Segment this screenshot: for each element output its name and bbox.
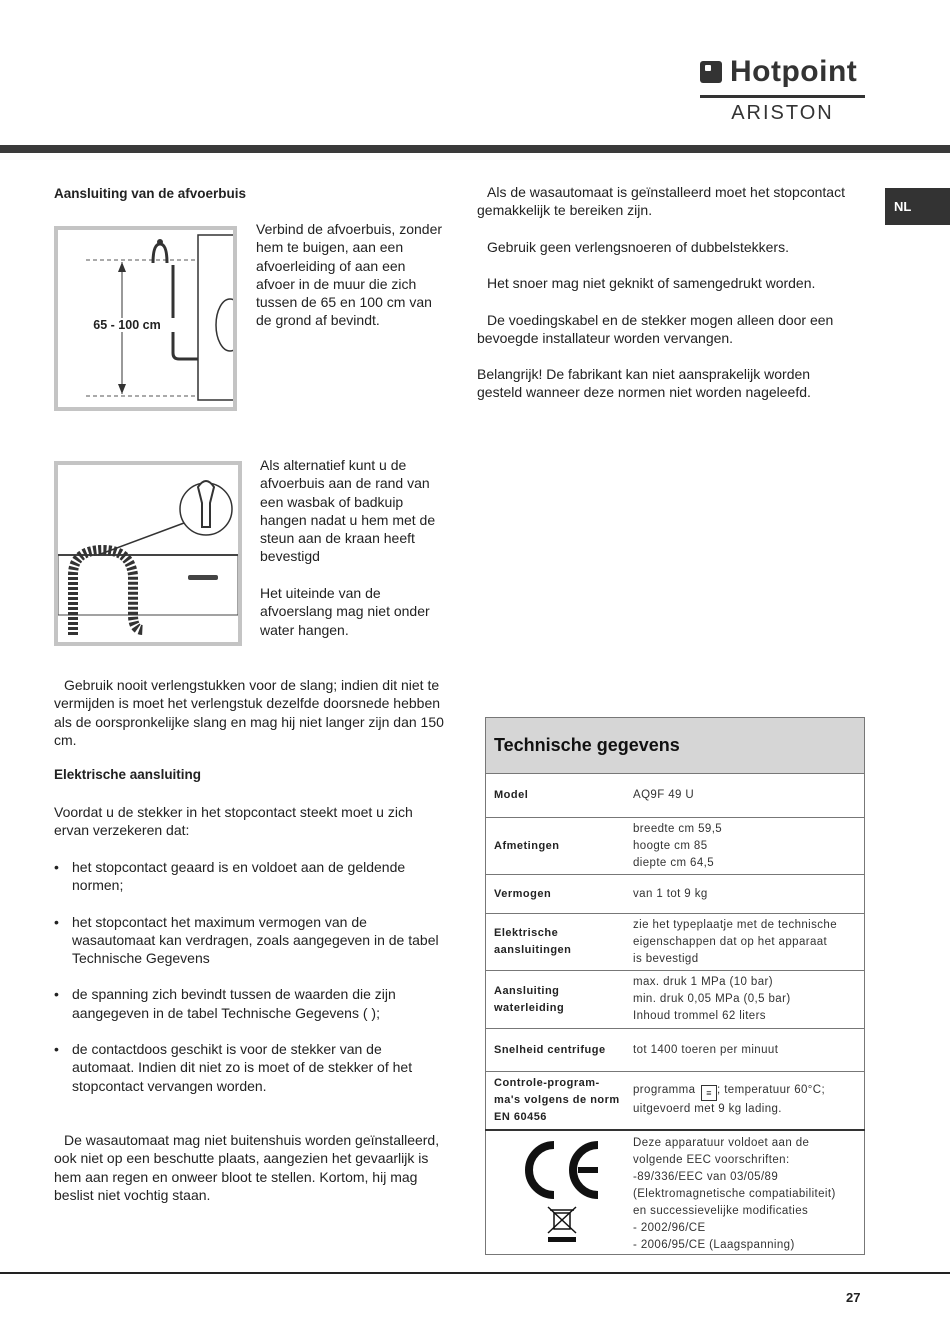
- section-heading-electrical: Elektrische aansluiting: [54, 767, 202, 782]
- brand-divider: [700, 95, 865, 98]
- header-bar: [0, 145, 950, 153]
- language-tab: NL: [885, 188, 950, 225]
- brand-square-icon: [700, 61, 722, 83]
- outdoor-warning: De wasautomaat mag niet buitenshuis worden geïnstalleerd, ook niet op een beschutte plaats, aangezien het gevaarlijk is hem aan regen en onweer bloot te stellen. Kortom, hij mag beslist niet vochtig staan.: [54, 1132, 440, 1203]
- ce-mark-icon: [510, 1137, 610, 1245]
- table-row: Afmetingen breedte cm 59,5 hoogte cm 85 diepte cm 64,5: [486, 818, 865, 875]
- technical-data-table: [485, 717, 865, 1255]
- brand-name: Hotpoint: [730, 55, 858, 88]
- table-row: Elektrische aansluitingen zie het typeplaatje met de technische eigenschappen dat op het apparaat is bevestigd: [486, 914, 865, 971]
- cable-kink-paragraph: Het snoer mag niet geknikt of samengedrukt worden.: [487, 275, 816, 291]
- brand-wordmark: [700, 55, 865, 89]
- page-number: 27: [846, 1290, 861, 1305]
- height-label: 65 - 100 cm: [64, 318, 190, 332]
- table-row: Vermogen van 1 tot 9 kg: [486, 875, 865, 914]
- footer-line: [0, 1272, 950, 1274]
- fig1-description: Verbind de afvoerbuis, zonder hem te buigen, aan een afvoerleiding of aan een afvoer in de muur die zich tussen de 65 en 100 cm van de grond af bevindt.: [256, 221, 443, 329]
- brand-logo: [700, 55, 865, 125]
- hose-extension-paragraph: Gebruik nooit verlengstukken voor de slang; indien dit niet te vermijden is moet het verlengstuk dezelfde doorsnede hebben als de oorspronkelijke slang en mag hij niet langer zijn dan 150 cm.: [54, 677, 444, 748]
- list-item: • de spanning zich bevindt tussen de waarden die zijn aangegeven in de tabel Technische Gegevens ( );: [54, 986, 396, 1021]
- program-icon: ≡: [701, 1085, 717, 1101]
- table-row: Controle-program-ma's volgens de norm EN 60456 programma ≡ ; temperatuur 60°C; uitgevoerd met 9 kg lading.: [486, 1072, 865, 1130]
- table-row: Aansluiting waterleiding max. druk 1 MPa (10 bar) min. druk 0,05 MPa (0,5 bar) Inhoud trommel 62 liters: [486, 971, 865, 1029]
- fig2-description: Als alternatief kunt u de afvoerbuis aan de rand van een wasbak of badkuip hangen nadat u hem met de steun aan de kraan heeft bevestigd: [260, 457, 436, 565]
- table-row: Snelheid centrifuge tot 1400 toeren per minuut: [486, 1029, 865, 1072]
- list-item: • de contactdoos geschikt is voor de stekker van de automaat. Indien dit niet zo is moet of de stekker of het stopcontact vervangen worden.: [54, 1041, 413, 1094]
- list-item: • het stopcontact geaard is en voldoet aan de geldende normen;: [54, 859, 406, 894]
- table-title: Technische gegevens: [486, 718, 865, 774]
- electrical-intro: Voordat u de stekker in het stopcontact steekt moet u zich ervan verzekeren dat:: [54, 804, 413, 839]
- hose-tub-illustration: [58, 465, 238, 642]
- table-row: Deze apparatuur voldoet aan de volgende EEC voorschriften: -89/336/EEC van 03/05/89 (Elektromagnetische compatiabiliteit) en successievelijke modificaties - 2002/96/CE - 2006/95/CE (Laagspanning): [486, 1130, 865, 1255]
- table-row: Model AQ9F 49 U: [486, 774, 865, 818]
- list-item: • het stopcontact het maximum vermogen van de wasautomaat kan verdragen, zoals aangegeven in de tabel Technische Gegevens: [54, 913, 439, 967]
- section-heading-drain: Aansluiting van de afvoerbuis: [54, 186, 247, 201]
- cable-replacement-paragraph: De voedingskabel en de stekker mogen alleen door een bevoegde installateur worden vervangen.: [477, 312, 834, 347]
- socket-accessible-paragraph: Als de wasautomaat is geïnstalleerd moet het stopcontact gemakkelijk te bereiken zijn.: [477, 184, 845, 219]
- fig2-note: Het uiteinde van de afvoerslang mag niet onder water hangen.: [260, 585, 430, 638]
- hose-tub-figure: [54, 461, 242, 646]
- wee-bin-icon: [548, 1207, 576, 1242]
- brand-sub: ARISTON: [731, 102, 834, 124]
- electrical-checklist: [54, 858, 444, 1095]
- no-extension-paragraph: Gebruik geen verlengsnoeren of dubbelstekkers.: [487, 239, 789, 255]
- liability-paragraph: Belangrijk! De fabrikant kan niet aansprakelijk worden gesteld wanneer deze normen niet worden nageleefd.: [477, 366, 811, 401]
